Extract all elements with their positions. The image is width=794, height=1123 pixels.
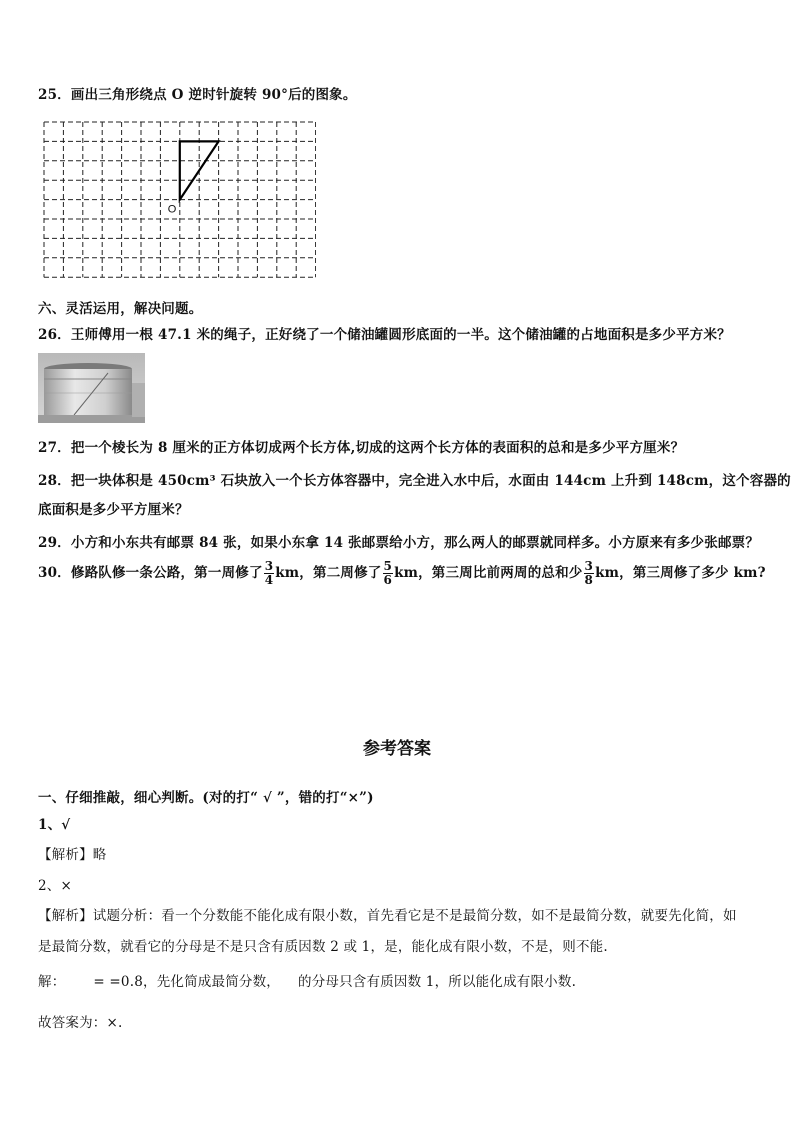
answer-1: 1、√: [38, 817, 71, 833]
question-30: [38, 559, 766, 587]
fraction-3-4: $\frac{3}{4}$: [264, 559, 274, 587]
fraction-3-8: $\frac{3}{8}$: [584, 559, 594, 587]
question-25: 25．画出三角形绕点 O 逆时针旋转 90°后的图象。: [38, 87, 357, 103]
answer-2-analysis: 【解析】试题分析：看一个分数能不能化成有限小数，首先看它是不是最简分数，如不是最简分数，就要先化简，如: [38, 908, 737, 924]
q30-text-1: 30．修路队修一条公路，第一周修了: [38, 565, 263, 581]
solution-conclusion: 的分母只含有质因数 1，所以能化成有限小数.: [298, 974, 577, 990]
answers-title: 参考答案: [363, 739, 431, 759]
pivot-point-o-label: O: [167, 203, 177, 216]
q30-text-4: km，第三周修了多少 km?: [595, 565, 766, 581]
question-28-continued: 底面积是多少平方厘米？: [38, 502, 189, 518]
q30-text-2: km，第二周修了: [275, 565, 382, 581]
solution-step: = =0.8，先化简成最简分数，: [93, 974, 280, 990]
rotation-grid: [42, 120, 316, 280]
answer-2: 2、×: [38, 878, 73, 894]
answer-1-analysis: 【解析】略: [38, 847, 107, 863]
question-26: 26．王师傅用一根 47.1 米的绳子，正好绕了一个储油罐圆形底面的一半。这个储油罐的占地面积是多少平方米？: [38, 327, 731, 343]
section-6-heading: 六、灵活运用，解决问题。: [38, 301, 203, 317]
oil-tank-photo: [38, 353, 145, 423]
question-27: 27．把一个棱长为 8 厘米的正方体切成两个长方体,切成的这两个长方体的表面积的总和是多少平方厘米？: [38, 440, 685, 456]
question-29: 29．小方和小东共有邮票 84 张，如果小东拿 14 张邮票给小方，那么两人的邮票就同样多。小方原来有多少张邮票？: [38, 535, 760, 551]
answer-2-analysis-continued: 是最简分数，就看它的分母是不是只含有质因数 2 或 1，是，能化成有限小数，不是，则不能.: [38, 939, 608, 955]
question-28: 28．把一块体积是 450cm³ 石块放入一个长方体容器中，完全进入水中后，水面由 144cm 上升到 148cm，这个容器的: [38, 473, 791, 489]
answers-section-1: 一、仔细推敲，细心判断。(对的打“ √ ”，错的打“×”): [38, 790, 374, 806]
fraction-5-6: $\frac{5}{6}$: [383, 559, 393, 587]
q30-text-3: km，第三周比前两周的总和少: [394, 565, 583, 581]
solution-label: 解：: [38, 974, 66, 990]
answer-2-final: 故答案为：×.: [38, 1015, 123, 1031]
answer-2-solution: [38, 970, 576, 990]
